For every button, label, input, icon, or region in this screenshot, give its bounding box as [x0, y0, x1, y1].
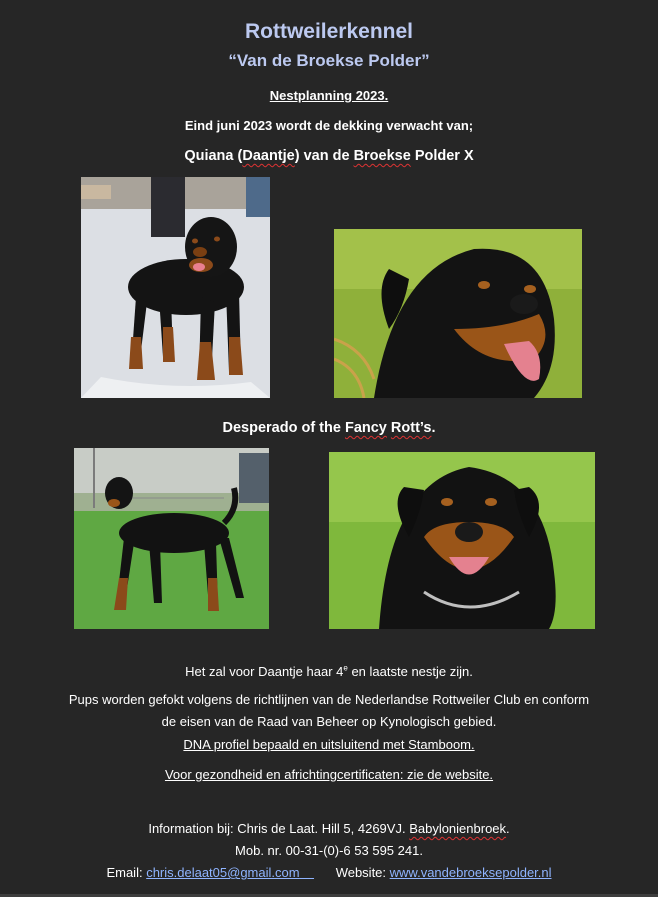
mother-name-part: ) van de	[294, 148, 354, 164]
rottweiler-field-photo	[74, 448, 269, 629]
email-link[interactable]: chris.delaat05@gmail.com	[146, 865, 300, 880]
mother-name	[0, 148, 658, 164]
father-name-part: Desperado of the	[222, 420, 345, 436]
pups-line-1: Pups worden gefokt volgens de richtlijnen van de Nederlandse Rottweiler Club en conform	[68, 692, 590, 707]
mobile-line: Mob. nr. 00-31-(0)-6 53 595 241.	[235, 843, 423, 858]
rottweiler-head-photo	[334, 229, 582, 398]
mother-name-part: Polder X	[410, 148, 474, 164]
mother-name-part: Broekse	[353, 148, 411, 164]
info-label: Information bij: Chris de Laat. Hill 5, 4269VJ.	[148, 821, 410, 836]
dekking-line: Eind juni 2023 wordt de dekking verwacht van;	[184, 118, 474, 133]
email-label: Email:	[106, 865, 147, 880]
litter-line	[0, 664, 658, 679]
contact-line	[0, 865, 658, 880]
page-title: Rottweilerkennel	[244, 20, 414, 43]
website-spacer	[314, 865, 336, 880]
rottweiler-standing-photo	[81, 177, 270, 398]
rottweiler-portrait-photo	[329, 452, 595, 629]
website-label: Website:	[335, 865, 390, 880]
mother-name-part: Daantje	[242, 148, 295, 164]
father-name-part: Rott’s	[390, 420, 432, 436]
email-link-spacer	[300, 865, 314, 880]
mother-name-part: Quiana (	[184, 148, 243, 164]
health-line: Voor gezondheid en africhtingcertificaten: zie de website.	[164, 767, 494, 782]
dna-line: DNA profiel bepaald en uitsluitend met Stamboom.	[183, 737, 475, 752]
father-name	[0, 420, 658, 436]
father-name-part: .	[431, 420, 436, 436]
father-name-part: Fancy	[344, 420, 387, 436]
town-name: Babylonienbroek	[409, 821, 507, 836]
website-link[interactable]: www.vandebroeksepolder.nl	[389, 865, 552, 880]
pups-line-2: de eisen van de Raad van Beheer op Kynologisch gebied.	[161, 714, 497, 729]
info-end: .	[506, 821, 510, 836]
litter-text: Het zal voor Daantje haar 4	[185, 664, 344, 679]
info-line	[0, 821, 658, 836]
litter-text: en laatste nestje zijn.	[347, 664, 473, 679]
nest-planning-heading: Nestplanning 2023.	[269, 88, 389, 103]
litter-superscript: e	[343, 663, 348, 673]
kennel-subtitle: “Van de Broekse Polder”	[228, 51, 430, 70]
